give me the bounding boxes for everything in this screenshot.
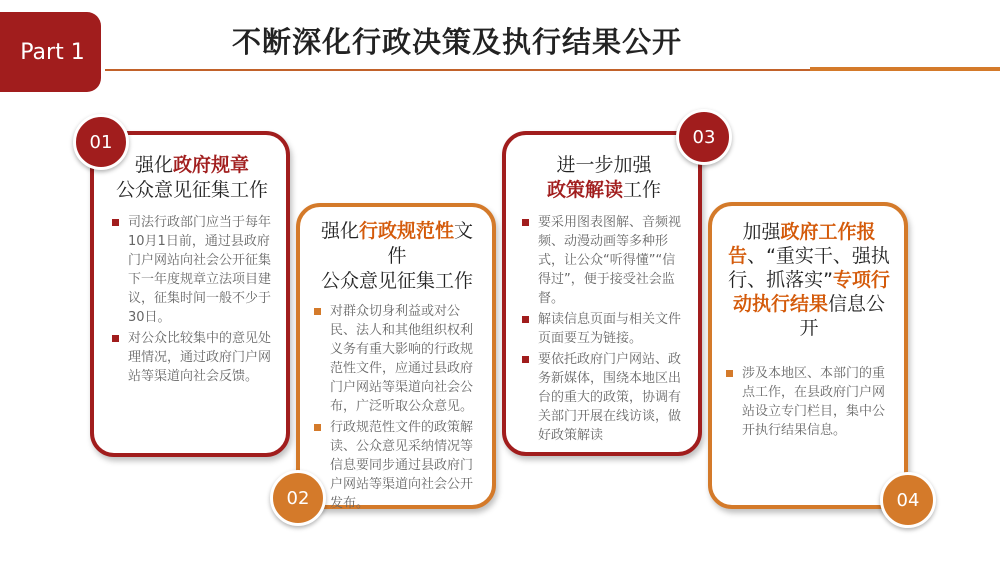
card-1: [90, 131, 290, 457]
card-3: [502, 131, 702, 456]
card-1-heading: 强化政府规章 公众意见征集工作: [115, 154, 268, 201]
list-item: 解读信息页面与相关文件页面要互为链接。: [520, 310, 688, 348]
list-item: 行政规范性文件的政策解读、公众意见采纳情况等信息要同步通过县政府门户网站等渠道向社会公开发布。: [312, 418, 482, 513]
title-rule-accent: [810, 67, 1000, 71]
card-2-heading: 强化行政规范性文件 公众意见征集工作: [320, 220, 474, 292]
number-badge-01: 01: [73, 114, 129, 170]
list-item: 司法行政部门应当于每年10月1日前，通过县政府门户网站向社会公开征集下一年度规章立法项目建议，征集时间一般不少于30日。: [110, 213, 274, 327]
list-item: 要采用图表图解、音频视频、动漫动画等多种形式，让公众“听得懂”“信得过”，便于接受社会监督。: [520, 213, 688, 308]
card-2: [296, 203, 496, 509]
list-item: 要依托政府门户网站、政务新媒体，围绕本地区出台的重大的政策，协调有关部门开展在线访谈，做好政策解读: [520, 350, 688, 445]
card-3-list: [520, 213, 688, 445]
page-title: 不断深化行政决策及执行结果公开: [232, 25, 683, 59]
part-badge: Part 1: [0, 12, 101, 92]
number-badge-03: 03: [676, 109, 732, 165]
number-badge-02: 02: [270, 470, 326, 526]
number-badge-04: 04: [880, 472, 936, 528]
card-3-heading: 进一步加强 政策解读工作: [546, 154, 662, 201]
card-2-list: [312, 302, 482, 513]
card-4-list: [724, 364, 894, 440]
card-4-heading: 加强政府工作报告、“重实干、强执行、抓落实”专项行动执行结果信息公开: [728, 221, 890, 339]
list-item: 涉及本地区、本部门的重点工作，在县政府门户网站设立专门栏目，集中公开执行结果信息。: [724, 364, 894, 440]
card-1-list: [110, 213, 274, 386]
list-item: 对群众切身利益或对公民、法人和其他组织权利义务有重大影响的行政规范性文件，应通过县政府门户网站等渠道向社会公布，广泛听取公众意见。: [312, 302, 482, 416]
list-item: 对公众比较集中的意见处理情况，通过政府门户网站等渠道向社会反馈。: [110, 329, 274, 386]
card-4: [708, 202, 908, 509]
